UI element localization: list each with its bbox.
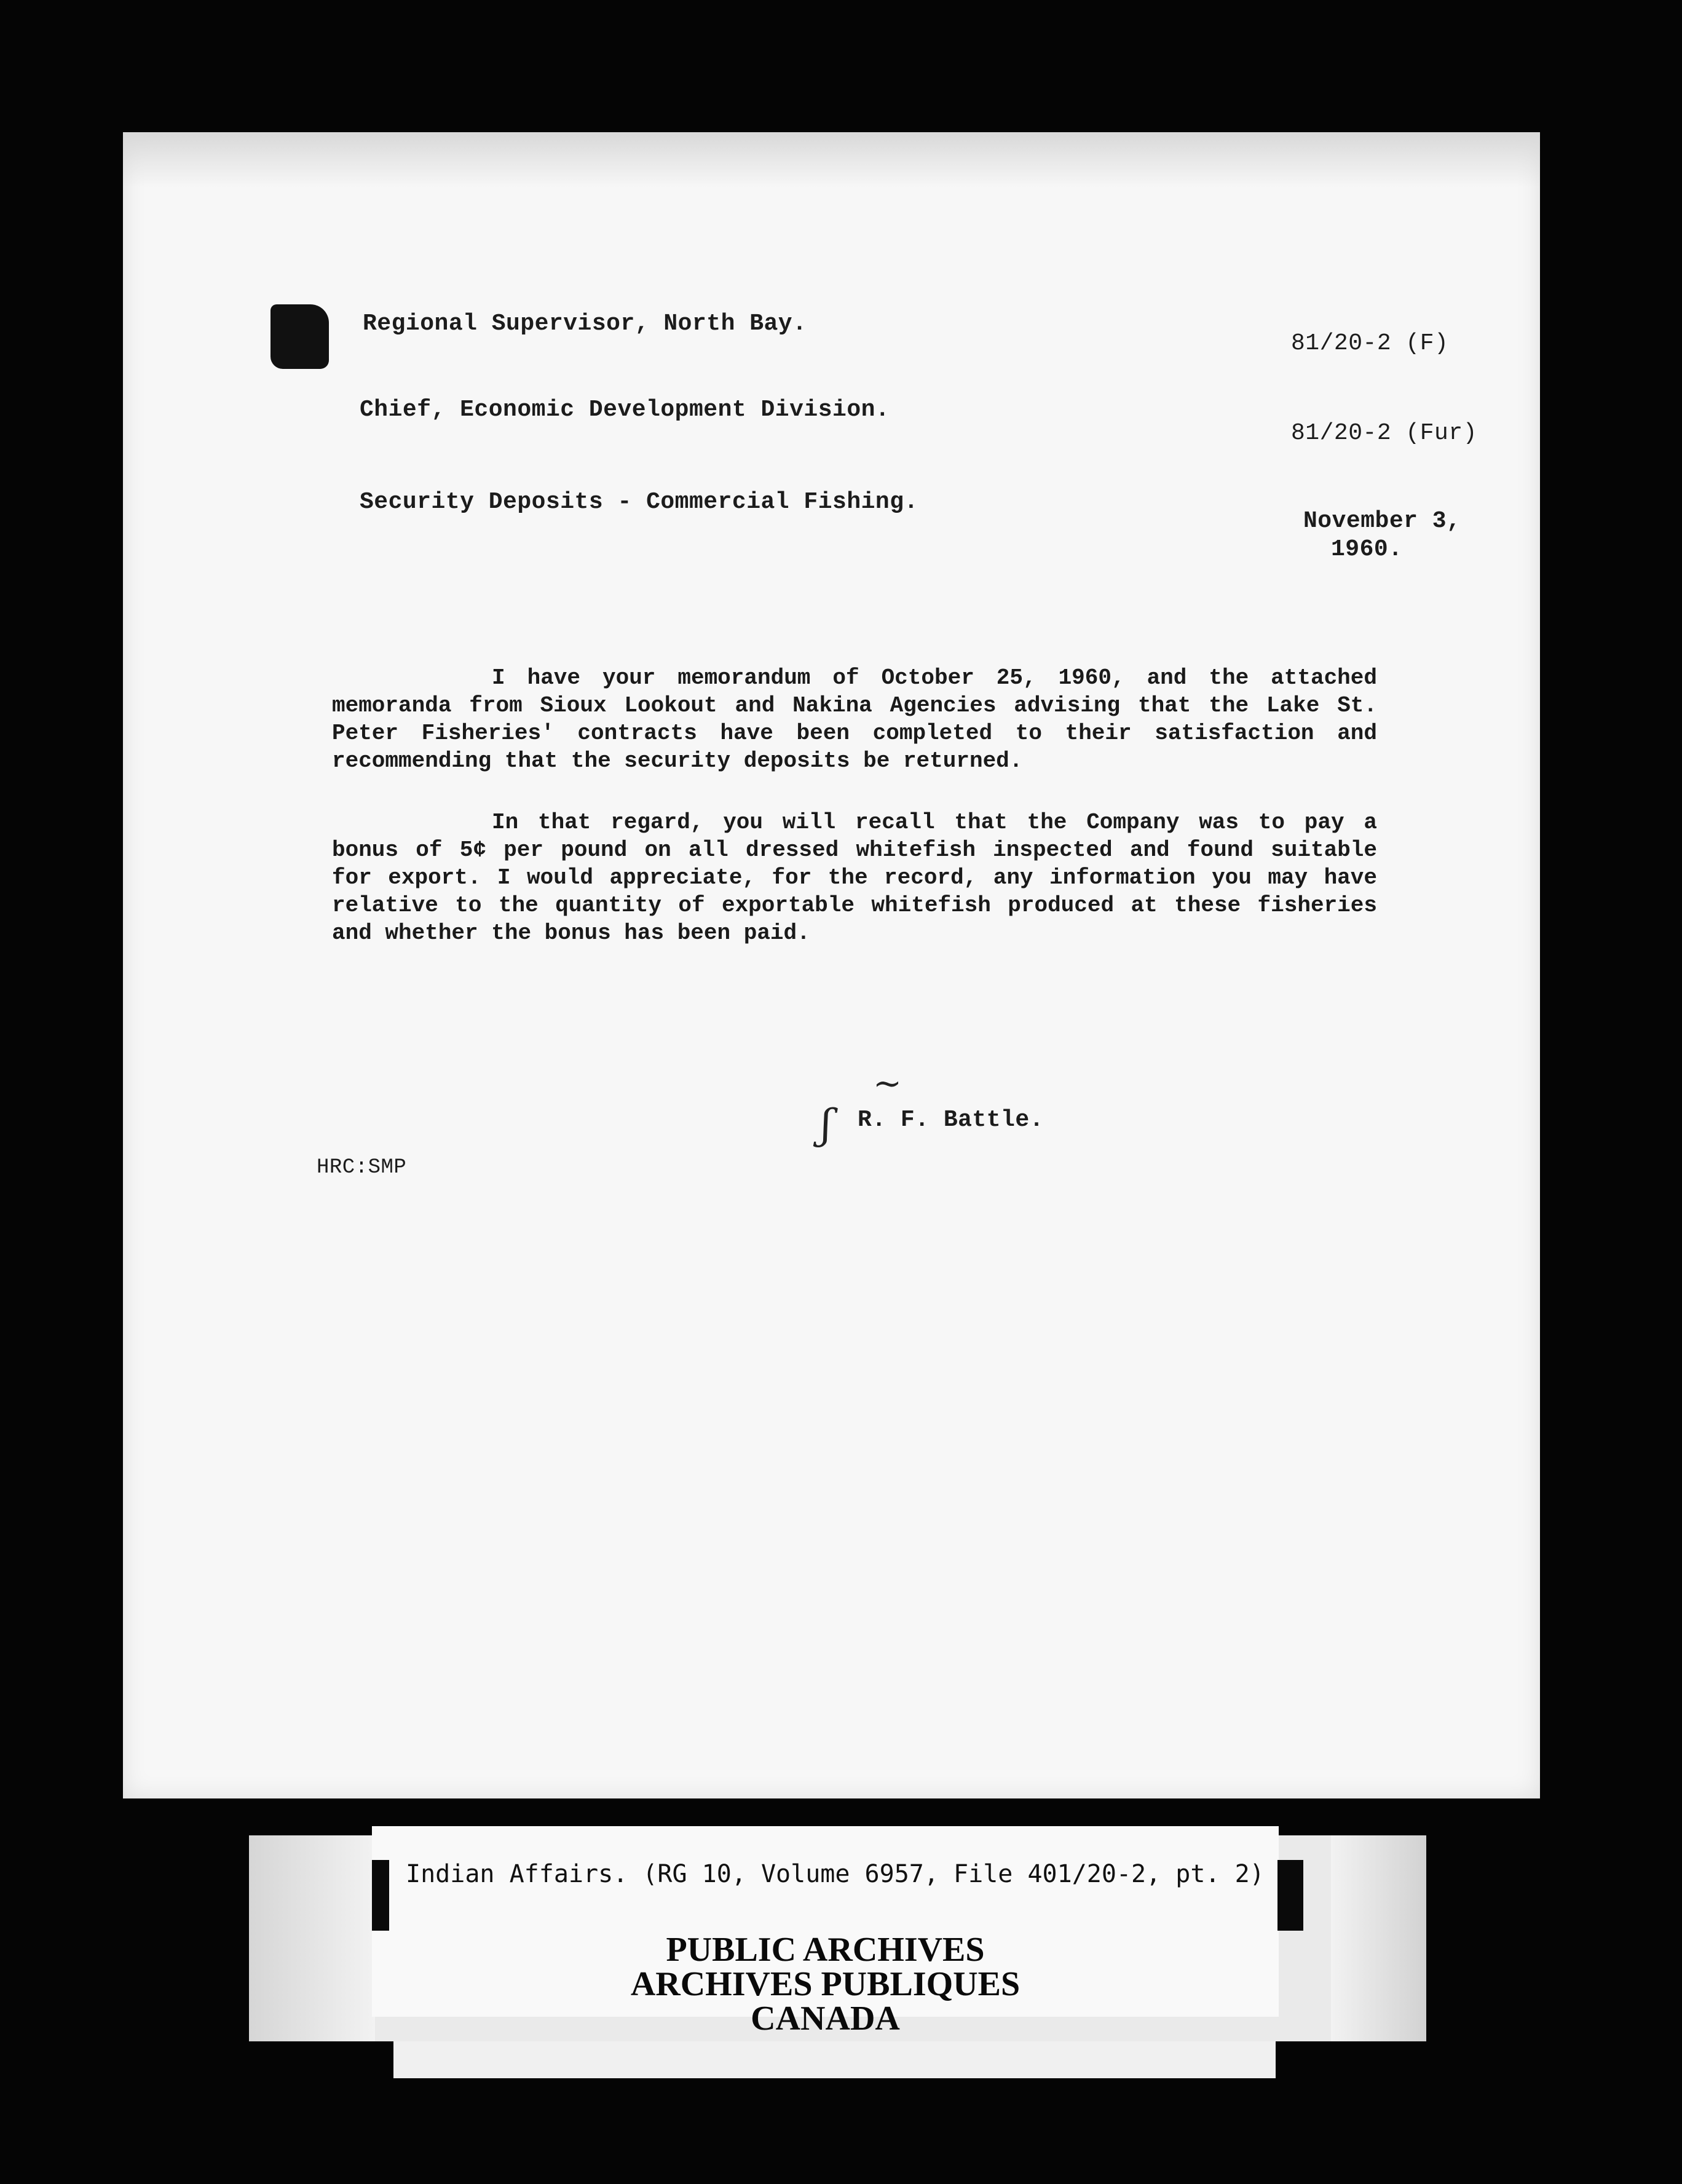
archive-label-right-edge [1331,1835,1426,2041]
archive-name-en: PUBLIC ARCHIVES [666,1931,985,1969]
scan-shadow [123,132,1540,188]
memo-signature: R. F. Battle. [858,1107,1044,1133]
handwritten-signature-mark: ʃ [821,1101,832,1148]
memo-page [123,132,1540,1798]
memo-to: Regional Supervisor, North Bay. [363,311,807,337]
hole-punch-mark [270,304,329,369]
memo-paragraph-1: I have your memorandum of October 25, 1960, and the attached memoranda from Sioux Lookout and Nakina Agencies advising that the Lake St. Peter Fisheries' contracts have been completed to their satisfaction and recommending that the security deposits be returned. [332,665,1377,774]
file-reference-2: 81/20-2 (Fur) [1291,420,1477,446]
reference-initials: HRC:SMP [317,1156,407,1179]
handwritten-initials-mark: ~ [873,1064,902,1104]
archive-reference-line: Indian Affairs. (RG 10, Volume 6957, File 401/20-2, pt. 2) [406,1860,1265,1888]
memo-subject: Security Deposits - Commercial Fishing. [360,489,918,515]
file-reference-1: 81/20-2 (F) [1291,330,1449,357]
archive-label-left-edge [249,1835,375,2041]
label-tab-left [372,1860,389,1931]
memo-paragraph-2: In that regard, you will recall that the Company was to pay a bonus of 5¢ per pound on all dressed whitefish inspected and found suitable for export. I would appreciate, for the record, any information you may have relative to the quantity of exportable whitefish produced at these fisheries and whether the bonus has been paid. [332,810,1377,946]
memo-date-line2: 1960. [1331,536,1403,563]
archive-country: CANADA [751,2000,900,2038]
archive-name-fr: ARCHIVES PUBLIQUES [630,1965,1021,2003]
memo-from: Chief, Economic Development Division. [360,397,890,423]
memo-date-line1: November 3, [1303,508,1461,534]
archive-label-footer [393,2041,1276,2078]
label-tab-right [1277,1860,1303,1931]
